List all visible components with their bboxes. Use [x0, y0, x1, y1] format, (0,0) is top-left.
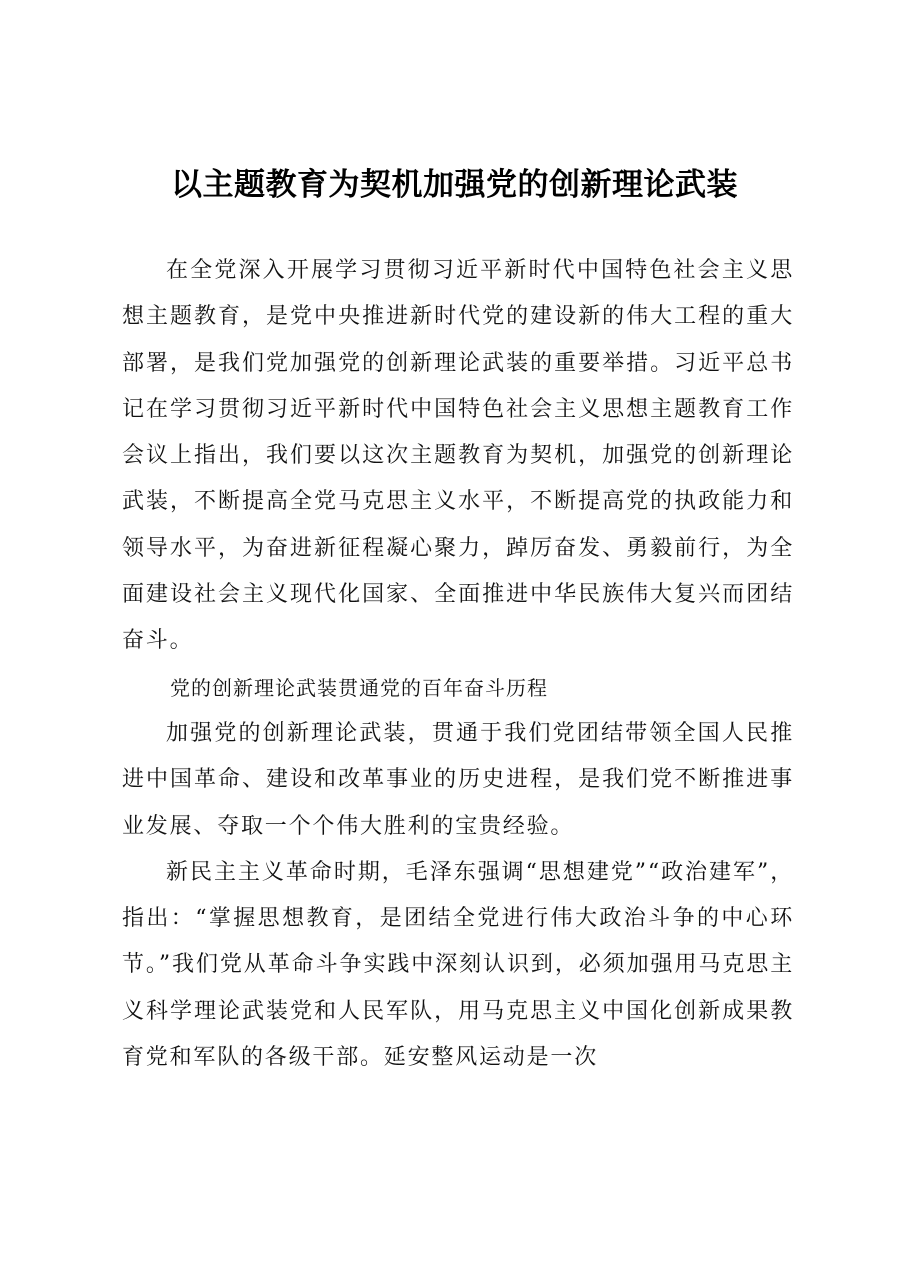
section-heading: 党的创新理论武装贯通党的百年奋斗历程: [170, 675, 548, 700]
document-body: [122, 248, 794, 1081]
paragraph-history: 加强党的创新理论武装，贯通于我们党团结带领全国人民推进中国革命、建设和改革事业的历史进程，是我们党不断推进事业发展、夺取一个个伟大胜利的宝贵经验。: [122, 720, 794, 839]
paragraph-new-democratic-revolution: 新民主主义革命时期，毛泽东强调“思想建党”“政治建军”，指出：“掌握思想教育，是团结全党进行伟大政治斗争的中心环节。”我们党从革命斗争实践中深刻认识到，必须加强用马克思主义科学理论武装党和人民军队，用马克思主义中国化创新成果教育党和军队的各级干部。延安整风运动是一次: [122, 859, 794, 1071]
paragraph-intro: 在全党深入开展学习贯彻习近平新时代中国特色社会主义思想主题教育，是党中央推进新时代党的建设新的伟大工程的重大部署，是我们党加强党的创新理论武装的重要举措。习近平总书记在学习贯彻习近平新时代中国特色社会主义思想主题教育工作会议上指出，我们要以这次主题教育为契机，加强党的创新理论武装，不断提高全党马克思主义水平，不断提高党的执政能力和领导水平，为奋进新征程凝心聚力，踔厉奋发、勇毅前行，为全面建设社会主义现代化国家、全面推进中华民族伟大复兴而团结奋斗。: [122, 258, 794, 654]
document-title: 以主题教育为契机加强党的创新理论武装: [171, 167, 738, 203]
